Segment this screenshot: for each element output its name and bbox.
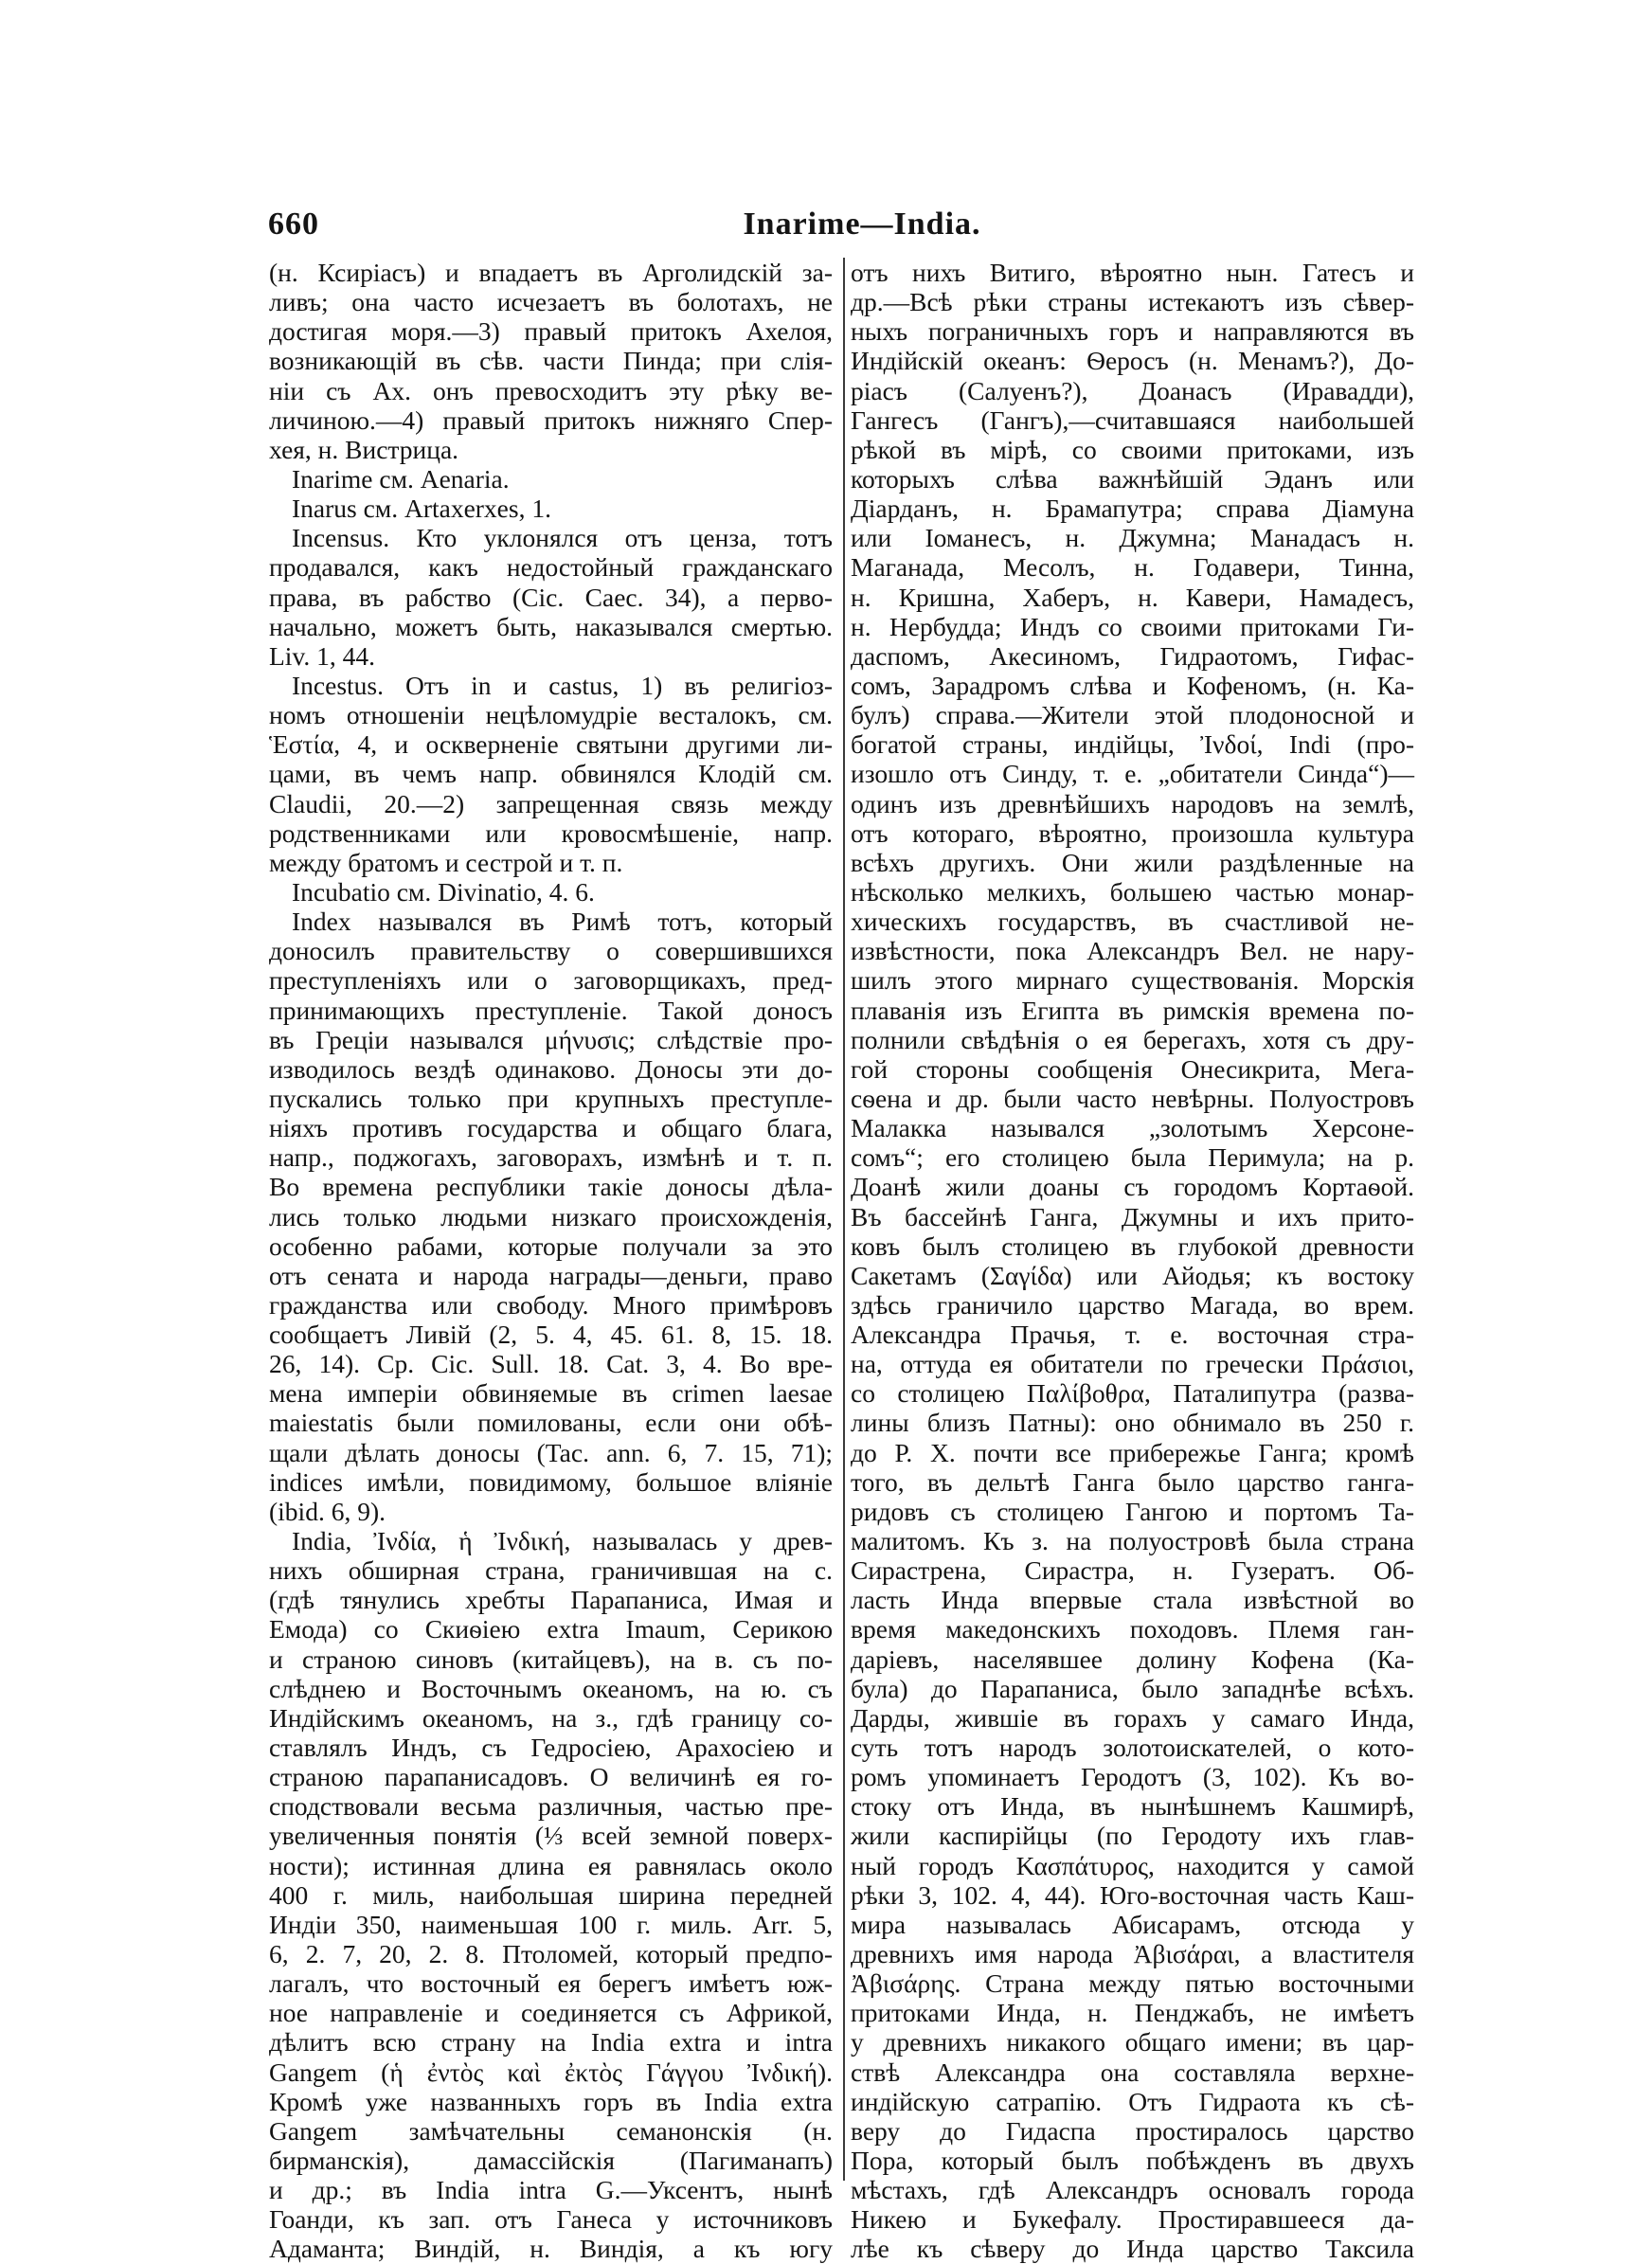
text-line: до Р. Х. почти все прибережье Ганга; кромѣ — [851, 1437, 1414, 1467]
text-line: увеличенныя понятія (⅓ всей земной поверх- — [269, 1821, 833, 1851]
text-line: того, въ дельтѣ Ганга было царство ганга- — [851, 1466, 1414, 1497]
text-line: indices имѣли, повидимому, большое вліяніе — [269, 1466, 833, 1497]
text-line: Доанѣ жили доаны съ городомъ Кортаѳой. — [851, 1172, 1414, 1202]
text-line: ромъ упоминаетъ Геродотъ (3, 102). Къ во- — [851, 1762, 1414, 1792]
text-line: начально, можетъ быть, наказывался смертью. — [269, 611, 833, 641]
text-line: изошло отъ Синду, т. е. „обитатели Синда“)— — [851, 759, 1414, 789]
text-line: др.—Всѣ рѣки страны истекаютъ изъ сѣвер- — [851, 287, 1414, 317]
text-line: даріевъ, населявшее долину Кофена (Ка- — [851, 1644, 1414, 1674]
text-line: достигая моря.—3) правый притокъ Ахелоя, — [269, 316, 833, 347]
text-line: цами, въ чемъ напр. обвинялся Клодій см. — [269, 759, 833, 789]
text-line: ніи съ Ах. онъ превосходитъ эту рѣку ве- — [269, 375, 833, 405]
text-line: India, Ἰνδία, ἡ Ἰνδική, называлась у древ- — [292, 1526, 833, 1556]
text-line: Индіи 350, наименьшая 100 г. миль. Arr. 5, — [269, 1909, 833, 1939]
text-line: или Іоманесъ, н. Джумна; Манадасъ н. — [851, 523, 1414, 553]
text-line: ное направленіе и соединяется съ Африкой, — [269, 1998, 833, 2028]
text-line: лѣе къ сѣверу до Инда царство Таксила — [851, 2234, 1414, 2264]
text-line: Индійскій океанъ: Ѳеросъ (н. Менамъ?), До- — [851, 346, 1414, 376]
text-line: сообщаетъ Ливій (2, 5. 4, 45. 61. 8, 15. 18. — [269, 1320, 833, 1350]
text-line: булъ) справа.—Жители этой плодоносной и — [851, 700, 1414, 730]
text-line: въ Греціи назывался μήνυσις; слѣдствіе про- — [269, 1024, 833, 1054]
text-line: плаванія изъ Египта въ римскія времена по- — [851, 995, 1414, 1025]
text-line: малитомъ. Къ з. на полуостровѣ была страна — [851, 1526, 1414, 1556]
text-line: нѣсколько мелкихъ, большею частью монар- — [851, 876, 1414, 907]
text-line: притоками Инда, н. Пенджабъ, не имѣетъ — [851, 1998, 1414, 2028]
text-line: Incestus. Отъ in и castus, 1) въ религіоз- — [292, 670, 833, 700]
text-line: хея, н. Вистрица. — [269, 434, 459, 464]
text-line: древнихъ имя народа Ἀβισάραι, а властителя — [851, 1939, 1414, 1969]
text-line: здѣсь граничило царство Магада, во врем. — [851, 1289, 1414, 1320]
text-line: сподствовали весьма различныя, частью пре- — [269, 1791, 833, 1822]
text-line: Сирастрена, Сирастра, н. Гузератъ. Об- — [851, 1555, 1414, 1586]
text-line: нихъ обширная страна, граничившая на с. — [269, 1555, 833, 1586]
text-line: Гоанди, къ зап. отъ Ганеса у источниковъ — [269, 2204, 833, 2235]
text-line: родственниками или кровосмѣшеніе, напр. — [269, 818, 833, 848]
text-line: Liv. 1, 44. — [269, 640, 376, 671]
text-line: жили каспирійцы (по Геродоту ихъ глав- — [851, 1821, 1414, 1851]
text-line: ствѣ Александра она составляла верхне- — [851, 2057, 1414, 2087]
text-line: ніяхъ противъ государства и общаго блага, — [269, 1113, 833, 1143]
text-line: Incensus. Кто уклонялся отъ ценза, тотъ — [292, 523, 833, 553]
text-line: бирманскія), дамассійскія (Пагиманапъ) — [269, 2146, 833, 2175]
running-head: Inarime—India. — [743, 207, 981, 242]
text-line: преступленіяхъ или о заговорщикахъ, пред- — [269, 965, 833, 996]
text-line: Гангесъ (Гангъ),—считавшаяся наибольшей — [851, 404, 1414, 435]
text-line: 26, 14). Ср. Cic. Sull. 18. Cat. 3, 4. Во вре- — [269, 1349, 833, 1379]
text-line: изводилось вездѣ одинаково. Доносы эти до- — [269, 1053, 833, 1084]
text-line: ріасъ (Салуенъ?), Доанасъ (Иравадди), — [851, 375, 1414, 405]
text-line: лагалъ, что восточный ея берегъ имѣетъ юж- — [269, 1968, 833, 1999]
text-line: Дарды, жившіе въ горахъ у самаго Инда, — [851, 1702, 1414, 1733]
text-line: Въ бассейнѣ Ганга, Джумны и ихъ прито- — [851, 1201, 1414, 1231]
text-line: между братомъ и сестрой и т. п. — [269, 847, 623, 877]
text-line: Пора, который былъ побѣжденъ въ двухъ — [851, 2146, 1414, 2175]
text-line: (н. Ксиріасъ) и впадаетъ въ Арголидскій за- — [269, 258, 833, 287]
text-line: полнили свѣдѣнія о ея берегахъ, хотя съ дру- — [851, 1024, 1414, 1054]
text-line: богатой страны, индійцы, Ἰνδοί, Indi (про- — [851, 729, 1414, 760]
page-number: 660 — [268, 207, 319, 242]
text-line: и др.; въ India intra G.—Уксентъ, нынѣ — [269, 2175, 833, 2205]
text-line: рѣки 3, 102. 4, 44). Юго-восточная часть Каш- — [851, 1879, 1414, 1910]
text-line: пускались только при крупныхъ преступле- — [269, 1083, 833, 1113]
text-line: Index назывался въ Римѣ тотъ, который — [292, 907, 833, 937]
text-line: сомъ“; его столицею была Перимула; на р. — [851, 1142, 1414, 1173]
text-line: гражданства или свободу. Много примѣровъ — [269, 1289, 833, 1320]
text-line: Incubatio см. Divinatio, 4. 6. — [292, 876, 595, 907]
text-line: рѣкой въ мірѣ, со своими притоками, изъ — [851, 434, 1414, 464]
text-line: время македонскихъ походовъ. Племя ган- — [851, 1614, 1414, 1644]
text-line: хическихъ государствъ, въ счастливой не- — [851, 907, 1414, 937]
text-line: Gangem замѣчательны семанонскія (н. — [269, 2115, 833, 2146]
text-line: Индійскимъ океаномъ, на з., гдѣ границу со- — [269, 1702, 833, 1733]
text-line: гой стороны сообщенія Онесикрита, Мега- — [851, 1053, 1414, 1084]
text-line: у древнихъ никакого общаго имени; въ цар- — [851, 2027, 1414, 2057]
text-line: со столицею Παλίβοθρα, Паталипутра (разва- — [851, 1378, 1414, 1409]
text-line: Емода) со Скиѳіею extra Imaum, Серикою — [269, 1614, 833, 1644]
text-line: стоку отъ Инда, въ нынѣшнемъ Кашмирѣ, — [851, 1791, 1414, 1822]
text-line: щали дѣлать доносы (Tac. ann. 6, 7. 15, 71); — [269, 1437, 833, 1467]
text-line: страною парапанисадовъ. О величинѣ ея го- — [269, 1762, 833, 1792]
text-line: всѣхъ другихъ. Они жили раздѣленные на — [851, 847, 1414, 877]
text-line: напр., поджогахъ, заговорахъ, измѣнѣ и т. п. — [269, 1142, 833, 1173]
text-line: мѣстахъ, гдѣ Александръ основалъ города — [851, 2175, 1414, 2205]
text-line: maiestatis были помилованы, если они обѣ- — [269, 1408, 833, 1438]
text-line: которыхъ слѣва важнѣйшій Эданъ или — [851, 463, 1414, 494]
text-line: Александра Прачья, т. е. восточная стра- — [851, 1320, 1414, 1350]
text-line: дѣлитъ всю страну на India extra и intra — [269, 2027, 833, 2057]
text-line: була) до Парапаниса, было западнѣе всѣхъ. — [851, 1673, 1414, 1703]
text-line: права, въ рабство (Cic. Caec. 34), а перво- — [269, 582, 833, 612]
text-line: ныхъ пограничныхъ горъ и направляются въ — [851, 316, 1414, 347]
text-line: отъ сената и народа награды—деньги, право — [269, 1260, 833, 1290]
text-line: Ἑστία, 4, и оскверненіе святыни другими ли- — [269, 729, 833, 760]
text-line: одинъ изъ древнѣйшихъ народовъ на землѣ, — [851, 788, 1414, 818]
text-line: мена имперіи обвиняемые въ crimen laesae — [269, 1378, 833, 1409]
text-line: личиною.—4) правый притокъ нижняго Спер- — [269, 404, 833, 435]
text-line: номъ отношеніи нецѣломудріе весталокъ, см. — [269, 700, 833, 730]
text-line: ный городъ Κασπάτυρος, находится у самой — [851, 1850, 1414, 1880]
text-line: Малакка назывался „золотымъ Херсоне- — [851, 1113, 1414, 1143]
left-column — [269, 258, 833, 2264]
text-line: Адаманта; Виндій, н. Виндія, а къ югу — [269, 2234, 833, 2264]
text-line: сомъ, Зарадромъ слѣва и Кофеномъ, (н. Ка- — [851, 670, 1414, 700]
text-line: шилъ этого мирнаго существованія. Морскія — [851, 965, 1414, 996]
text-line: Claudii, 20.—2) запрещенная связь между — [269, 788, 833, 818]
text-line: Inarus см. Artaxerxes, 1. — [292, 494, 551, 524]
text-line: ности); истинная длина ея равнялась около — [269, 1850, 833, 1880]
text-line: Маганада, Месолъ, н. Годавери, Тинна, — [851, 552, 1414, 583]
text-line: ридовъ съ столицею Гангою и портомъ Та- — [851, 1496, 1414, 1526]
text-line: суть тотъ народъ золотоискателей, о кото- — [851, 1733, 1414, 1763]
text-line: 400 г. миль, наибольшая ширина передней — [269, 1879, 833, 1910]
text-line: (ibid. 6, 9). — [269, 1496, 386, 1526]
text-line: извѣстности, пока Александръ Вел. не нару- — [851, 936, 1414, 966]
text-line: отъ нихъ Витиго, вѣроятно нын. Гатесъ и — [851, 258, 1414, 287]
text-line: продавался, какъ недостойный гражданскаго — [269, 552, 833, 583]
text-line: Никею и Букефалу. Простиравшееся да- — [851, 2204, 1414, 2235]
text-line: ковъ былъ столицею въ глубокой древности — [851, 1231, 1414, 1261]
text-line: Inarime см. Aenaria. — [292, 463, 510, 494]
text-line: и страною синовъ (китайцевъ), на в. съ по- — [269, 1644, 833, 1674]
text-line: Сакетамъ (Σαγίδα) или Айодья; къ востоку — [851, 1260, 1414, 1290]
text-line: возникающій въ сѣв. части Пинда; при слія- — [269, 346, 833, 376]
text-line: отъ котораго, вѣроятно, произошла культура — [851, 818, 1414, 848]
right-column — [851, 258, 1414, 2264]
text-line: (гдѣ тянулись хребты Парапаниса, Имая и — [269, 1585, 833, 1615]
text-line: Кромѣ уже названныхъ горъ въ India extra — [269, 2086, 833, 2116]
text-line: Gangem (ἡ ἐντὸς καὶ ἐκτὸς Γάγγου Ἰνδική). — [269, 2057, 833, 2087]
text-line: ставлялъ Индъ, съ Гедросіею, Арахосіею и — [269, 1733, 833, 1763]
column-divider — [843, 258, 845, 2181]
text-line: особенно рабами, которые получали за это — [269, 1231, 833, 1261]
text-line: принимающихъ преступленіе. Такой доносъ — [269, 995, 833, 1025]
text-line: ливъ; она часто исчезаетъ въ болотахъ, не — [269, 287, 833, 317]
text-line: на, оттуда ея обитатели по гречески Πράσιοι, — [851, 1349, 1414, 1379]
text-line: даспомъ, Акесиномъ, Гидраотомъ, Гифас- — [851, 640, 1414, 671]
text-line: н. Нербудда; Индъ со своими притоками Ги- — [851, 611, 1414, 641]
text-line: лины близъ Патны): оно обнимало въ 250 г. — [851, 1408, 1414, 1438]
text-line: сѳена и др. были часто невѣрны. Полуостровъ — [851, 1083, 1414, 1113]
text-line: н. Кришна, Хаберъ, н. Кавери, Намадесъ, — [851, 582, 1414, 612]
text-line: Діарданъ, н. Брамапутра; справа Діамуна — [851, 494, 1414, 524]
text-line: ласть Инда впервые стала извѣстной во — [851, 1585, 1414, 1615]
text-line: Во времена республики такіе доносы дѣла- — [269, 1172, 833, 1202]
text-line: лись только людьми низкаго происхожденія, — [269, 1201, 833, 1231]
text-line: доносилъ правительству о совершившихся — [269, 936, 833, 966]
text-line: слѣднею и Восточнымъ океаномъ, на ю. съ — [269, 1673, 833, 1703]
text-line: веру до Гидаспа простиралось царство — [851, 2115, 1414, 2146]
text-line: Ἀβισάρης. Страна между пятью восточными — [851, 1968, 1414, 1999]
text-line: мира называлась Абисарамъ, отсюда у — [851, 1909, 1414, 1939]
text-line: 6, 2. 7, 20, 2. 8. Птоломей, который предпо- — [269, 1939, 833, 1969]
text-line: индійскую сатрапію. Отъ Гидраота къ сѣ- — [851, 2086, 1414, 2116]
